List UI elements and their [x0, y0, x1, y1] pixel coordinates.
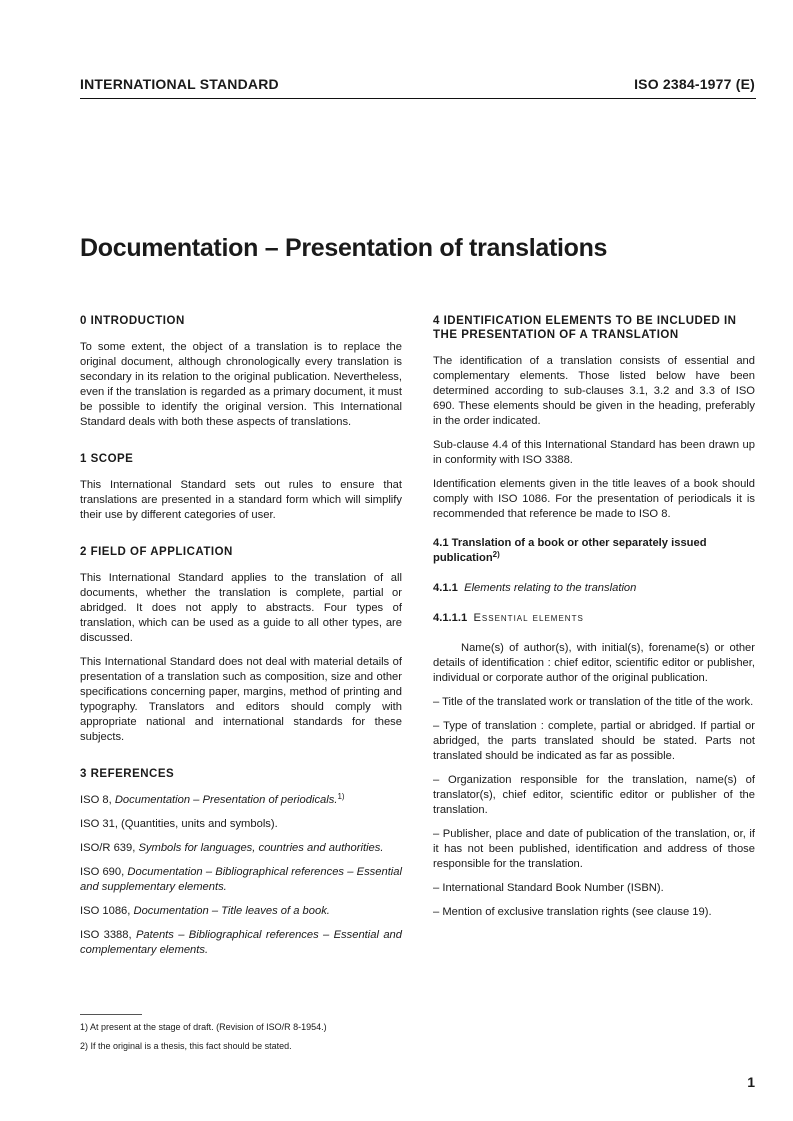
list-item: – Title of the translated work or translation of the title of the work. — [433, 696, 754, 708]
section-0-paragraph: To some extent, the object of a translation is to replace the original document, although chronologically every translation is secondary in its relation to the original publication. Nevertheless, even if the translation is regarded as a primary document, it must be possible to identify the original version. This International Standard deals with both these aspects of translations. — [80, 341, 402, 428]
footnote-1: 1) At present at the stage of draft. (Revision of ISO/R 8-1954.) — [80, 1022, 327, 1032]
footnote-marker: 2) — [492, 550, 500, 559]
right-column — [433, 314, 755, 929]
list-item: – Organization responsible for the translation, name(s) of translator(s), chief editor, scientific editor or publisher of the translation. — [433, 774, 755, 816]
section-1-paragraph: This International Standard sets out rules to ensure that translations are presented in a standard form which will simplify their use by different categories of user. — [80, 479, 402, 521]
reference-item: ISO 1086, Documentation – Title leaves of a book. — [80, 905, 330, 917]
subsection-4-1-1-heading: 4.1.1 Elements relating to the translation — [433, 582, 637, 594]
section-4-heading: 4 IDENTIFICATION ELEMENTS TO BE INCLUDED IN THE PRESENTATION OF A TRANSLATION — [433, 315, 737, 341]
header-document-number: ISO 2384-1977 (E) — [634, 76, 755, 92]
list-item: – Mention of exclusive translation rights (see clause 19). — [433, 906, 712, 918]
page-number: 1 — [747, 1074, 755, 1090]
section-2-paragraph-1: This International Standard applies to the translation of all documents, whether the translation is complete, partial or abridged. It does not apply to abstracts. Four types of translation, which can be used as a guide to all other types, are discussed. — [80, 572, 402, 644]
document-title: Documentation – Presentation of translations — [80, 234, 608, 262]
subsection-4-1-heading: 4.1 Translation of a book or other separately issued publication$^{2)}$ — [433, 537, 707, 564]
section-1-heading: 1 SCOPE — [80, 453, 134, 465]
header-rule — [80, 98, 756, 99]
reference-item: ISO 690, Documentation – Bibliographical references – Essential and supplementary elements. — [80, 866, 402, 893]
footnote-marker: 1) — [337, 792, 345, 801]
section-4-paragraph-2: Sub-clause 4.4 of this International Standard has been drawn up in conformity with ISO 3388. — [433, 439, 755, 466]
essential-elements-paragraph: Name(s) of author(s), with initial(s), forename(s) or other details of identification : chief editor, scientific editor or publisher, individual or corporate author of the original publication. — [433, 642, 755, 684]
subsection-4-1-1-1-heading: 4.1.1.1 Essential elements — [433, 612, 584, 624]
reference-item: ISO 3388, Patents – Bibliographical references – Essential and complementary elements. — [80, 929, 402, 956]
footnote-rule — [80, 1014, 142, 1015]
reference-item: ISO 31, (Quantities, units and symbols). — [80, 818, 278, 830]
section-2-heading: 2 FIELD OF APPLICATION — [80, 546, 233, 558]
reference-item: ISO/R 639, Symbols for languages, countries and authorities. — [80, 842, 384, 854]
footnote-2: 2) If the original is a thesis, this fact should be stated. — [80, 1041, 292, 1051]
section-4-paragraph-3: Identification elements given in the title leaves of a book should comply with ISO 1086. For the presentation of periodicals it is recommended that reference be made to ISO 8. — [433, 478, 755, 520]
header-standard-label: INTERNATIONAL STANDARD — [80, 76, 279, 92]
section-0-heading: 0 INTRODUCTION — [80, 315, 185, 327]
list-item: – Publisher, place and date of publication of the translation, or, if it has not been published, identification and address of those responsible for the translation. — [433, 828, 755, 870]
section-3-heading: 3 REFERENCES — [80, 768, 175, 780]
section-2-paragraph-2: This International Standard does not deal with material details of presentation of a translation such as composition, size and other specifications concerning paper, margins, method of printing and typography. Translators and editors should comply with appropriate national and international standards for these subjects. — [80, 656, 402, 743]
section-4-paragraph-1: The identification of a translation consists of essential and complementary elements. Those listed below have been determined according to sub-clauses 3.1, 3.2 and 3.3 of ISO 690. These elements should be given in the heading, preferably in the order indicated. — [433, 355, 755, 427]
list-item: – International Standard Book Number (ISBN). — [433, 882, 664, 894]
list-item: – Type of translation : complete, partial or abridged. If partial or abridged, the parts translated should be stated. Parts not translated should be indicated as far as possible. — [433, 720, 755, 762]
left-column — [80, 314, 402, 967]
reference-item: ISO 8, Documentation – Presentation of periodicals.$^{1)}$ — [80, 792, 345, 806]
